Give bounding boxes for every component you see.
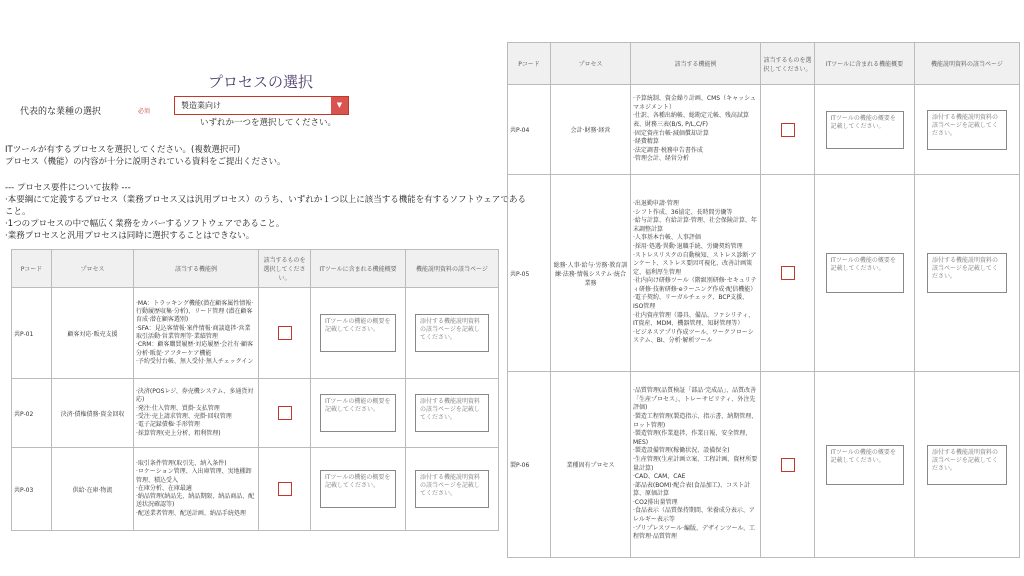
page-title: プロセスの選択 [208,73,314,91]
docs-page-textarea[interactable]: 添付する機能説明資料の該当ページを記載してください。 [415,470,489,508]
docs-page-textarea[interactable]: 添付する機能説明資料の該当ページを記載してください。 [415,314,489,352]
summary-textarea[interactable]: ITツールの機能の概要を記載してください。 [826,445,904,485]
header-features: 該当する機能例 [134,250,259,288]
requirement-line-1: ·本要綱にて定義するプロセス（業務プロセス又は汎用プロセス）のうち、いずれか１つ以上に該当する機能を有するソフトウェアである [5,195,526,205]
row-code: 製P-06 [508,372,551,558]
row-features-text: ·品質管理(品質検証「部品·完成品」、品質改善「生産プロセス」、トレーサビリティ、外注先評価) ·製造工程管理(製造指示、指示書、納期管理、ロット管理) ·製造管理(作業進捗、作業日報、安全管理、MES) ·製造設備管理(稼働状況、設備保全) ·生産管理(生産計画立案、工程計画、資材所要量計算) ·CAD、CAM、CAE ·部品表(BOM)·配合表(食品加工)、コスト計算、原価計算 ·CO2排出量管理 ·食品表示（品質保持期間、栄養成分表示、アレルギー表示等 ·プリプレスツール·編版、デザインツール、工程管理·品質管理 [633,387,758,541]
row-features-text: ·決済(POSレジ、券売機システム、多通貨対応) ·発注·仕入管理、買掛·支払管理 ·受注·売上請求管理、売掛·回収管理 ·電子記録債権·手形管理 ·採算管理(売上分析、粗利管理) [136,388,254,437]
header-summary: ITツールに含まれる機能概要 [815,43,915,85]
row-code: 共P-01 [12,288,52,379]
header-check: 該当するものを選択してください。 [259,250,311,288]
row-features [134,379,259,448]
process-table-left [11,249,499,531]
chevron-down-icon[interactable]: ▼ [331,97,348,114]
row-code: 共P-04 [508,85,551,175]
row-features [631,175,761,372]
table-row [508,372,1020,558]
row-features [631,372,761,558]
header-code: Pコード [12,250,52,288]
table-row [12,288,499,379]
process-checkbox[interactable] [278,482,292,496]
table-row [508,175,1020,372]
process-checkbox[interactable] [781,458,795,472]
industry-label: 代表的な業種の選択 [20,107,102,117]
row-process: 決済·債権債務·資金回収 [52,379,134,448]
process-checkbox[interactable] [278,326,292,340]
row-features-text: ·取引条件管理(取引先、納入条件) ·ロケーション管理、入出庫管理、実地棚卸管理、積込受入 ·在庫分析、在庫最適 ·納品管理(納品先、納品期限、納品商品、配送状況確認等) ·配送業者管理、配送計画、納品手続処理 [136,459,255,517]
process-checkbox[interactable] [278,406,292,420]
docs-page-textarea[interactable]: 添付する機能説明資料の該当ページを記載してください。 [927,253,1007,293]
header-summary: ITツールに含まれる機能概要 [311,250,406,288]
industry-select-value: 製造業向け [181,101,221,110]
header-code: Pコード [508,43,551,85]
row-features-text: ·出退勤申請·管理 ·シフト作成、36協定、長時間労働等 ·給与計算、有給計算·管理、社会保険計算、年末調整計算 ·人事基本台帳、人事評価 ·採用·処遇·異動·退職手続、労働契約管理 ·ストレスリスクの自動検知、ストレス診断·アンケート、ストレス要因可視化、改善計画策定、福利厚生管理 ·社内向け研修ツール（階級別研修·セキュリティ研修·技術研修·eラーニング作成·配信機能） ·電子契約、リーガルチェック、BCP支援、ISO管理 ·社内資産管理（器具、備品、ファシリティ、IT資産、MDM、機器管理、知財管理等） ·ビジネスアプリ作成ツール、ワークフローシステム、BI、分析·解析ツール [633,199,757,345]
header-check: 該当するものを選択してください。 [761,43,815,85]
instruction-line-1: ITツールが有するプロセスを選択してください。(複数選択可) [5,145,241,155]
docs-page-textarea[interactable]: 添付する機能説明資料の該当ページを記載してください。 [927,110,1007,150]
header-docs: 機能説明資料の該当ページ [406,250,499,288]
requirement-line-1-cont: こと。 [5,207,31,217]
row-process: 業種固有プロセス [551,372,631,558]
docs-page-textarea[interactable]: 添付する機能説明資料の該当ページを記載してください。 [415,394,489,432]
row-features [134,288,259,379]
docs-page-textarea[interactable]: 添付する機能説明資料の該当ページを記載してください。 [927,445,1007,485]
summary-textarea[interactable]: ITツールの機能の概要を記載してください。 [320,394,396,432]
table-row [508,85,1020,175]
summary-textarea[interactable]: ITツールの機能の概要を記載してください。 [320,470,396,508]
header-docs: 機能説明資料の該当ページ [915,43,1020,85]
select-hint: いずれか一つを選択してください。 [200,118,337,128]
process-table-right [507,42,1020,558]
row-process: 総務·人事·給与·労務·教育訓練·法務·情報システム·統合業務 [551,175,631,372]
summary-textarea[interactable]: ITツールの機能の概要を記載してください。 [826,111,904,149]
header-features: 該当する機能例 [631,43,761,85]
row-features [631,85,761,175]
summary-textarea[interactable]: ITツールの機能の概要を記載してください。 [826,253,904,293]
row-code: 共P-03 [12,448,52,531]
industry-select[interactable] [174,96,349,115]
row-process: 供給·在庫·物流 [52,448,134,531]
table-row [12,379,499,448]
row-features-text: ·予算統制、資金繰り計画、CMS（キャッシュマネジメント） ·仕訳、各種出納帳、総勘定元帳、残高試算表、財務三表(B/S, P/L,C/F) ·固定資産台帳·減価償却計算 ·経費精算 ·法定調書·税務申告書作成 ·管理会計、経営分析 [633,95,756,163]
instruction-line-2: プロセス（機能）の内容が十分に説明されている資料をご提出ください。 [5,157,286,167]
row-code: 共P-05 [508,175,551,372]
required-badge: 必須 [138,108,151,115]
row-code: 共P-02 [12,379,52,448]
summary-textarea[interactable]: ITツールの機能の概要を記載してください。 [320,314,396,352]
row-process: 会計·財務·経営 [551,85,631,175]
process-checkbox[interactable] [781,123,795,137]
table-row [12,448,499,531]
row-process: 顧客対応·販売支援 [52,288,134,379]
header-process: プロセス [551,43,631,85]
requirement-line-3: ·業務プロセスと汎用プロセスは同時に選択することはできない。 [5,231,255,241]
requirement-line-2: ·1つのプロセスの中で幅広く業務をカバーするソフトウェアであること。 [5,219,285,229]
header-process: プロセス [52,250,134,288]
process-checkbox[interactable] [781,266,795,280]
row-features [134,448,259,531]
row-features-text: ·MA：トラッキング機能(潜在顧客属性情報·行動履歴収集·分析)、リード管理 (潜在顧客育成·潜在顧客選別) ·SFA：見込客情報·案件情報·商談進捗·営業取引活動·営業管理等·業績管理 ·CRM：顧客購買履歴·対応履歴·会社有·顧客分析·販促·アフターケア機能 ·予約受付台帳、無人受付·無人チェックイン [136,299,254,365]
requirements-heading: --- プロセス要件について抜粋 --- [5,183,131,193]
